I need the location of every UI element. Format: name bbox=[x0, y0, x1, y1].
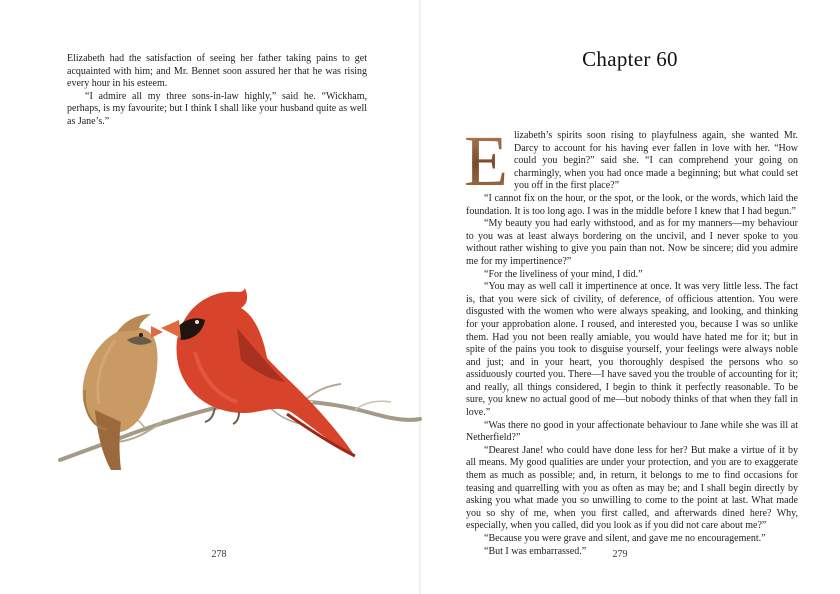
right-paragraph: “I cannot fix on the hour, or the spot, or the look, or the words, which laid the foundation. It is too long ago. I was in the middle before I knew that I had begun.” bbox=[466, 192, 798, 217]
cardinal-birds-illustration-icon bbox=[55, 280, 425, 480]
left-paragraph: Elizabeth had the satisfaction of seeing her father taking pains to get acquainted with him; and Mr. Bennet soon assured her that he was rising every hour in his esteem. bbox=[67, 53, 367, 90]
right-paragraph: “For the liveliness of your mind, I did.” bbox=[484, 268, 643, 280]
opening-paragraph-text: lizabeth’s spirits soon rising to playfulness again, she wanted Mr. Darcy to account for his having ever fallen in love with her. “How could you begin?” said she. “I can comprehend your going on charmingly, when you had once made a beginning; but what could set you off in the first place?” bbox=[513, 130, 798, 192]
right-page bbox=[420, 0, 840, 594]
chapter-title: Chapter 60 bbox=[582, 47, 678, 71]
right-paragraph: “My beauty you had early withstood, and as for my manners—my behaviour to you was at least always bordering on the uncivil, and I never spoke to you without rather wishing to give you pain than not. Now be sincere; did you admire me for my impertinence?” bbox=[466, 218, 798, 267]
page-number: 278 bbox=[211, 549, 227, 560]
right-paragraph: “Dearest Jane! who could have done less for her? But make a virtue of it by all means. My good qualities are under your protection, and you are to exaggerate them as much as possible; and, in return, it belongs to me to find occasions for teasing and quarrelling with you as often as may be; and I shall begin directly by asking you what made you so unwilling to come to the point at last. What made you so shy of me, when you first called, and afterwards dined here? Why, especially, when you called, did you look as if you did not care about me?” bbox=[466, 444, 798, 532]
left-page-text bbox=[67, 53, 367, 129]
drop-cap: E bbox=[464, 121, 508, 201]
opening-paragraph bbox=[464, 121, 798, 201]
right-paragraph: “Was there no good in your affectionate behaviour to Jane while she was ill at Netherfield?” bbox=[466, 419, 798, 444]
page-number: 279 bbox=[612, 549, 628, 560]
right-paragraph: “Because you were grave and silent, and gave me no encouragement.” bbox=[484, 533, 766, 544]
right-page-text bbox=[464, 121, 798, 558]
left-paragraph: “I admire all my three sons-in-law highly,” said he. “Wickham, perhaps, is my favourite; but I think I shall like your husband quite as well as Jane’s.” bbox=[67, 90, 367, 127]
right-paragraph: “But I was embarrassed.” bbox=[484, 545, 587, 557]
right-paragraph: “You may as well call it impertinence at once. It was very little less. The fact is, that you were sick of civility, of deference, of officious attention. You were disgusted with the women who were always speaking, and looking, and thinking for your approbation alone. I roused, and interested you, because I was so unlike them. Had you not been really amiable, you would have hated me for it; but in spite of the pains you took to disguise yourself, your feelings were always noble and just; and in your heart, you thoroughly despised the persons who so assiduously courted you. There—I have saved you the trouble of accounting for it; and really, all things considered, I begin to think it perfectly reasonable. To be sure, you knew no actual good of me—but nobody thinks of that when they fall in love.” bbox=[466, 281, 798, 419]
